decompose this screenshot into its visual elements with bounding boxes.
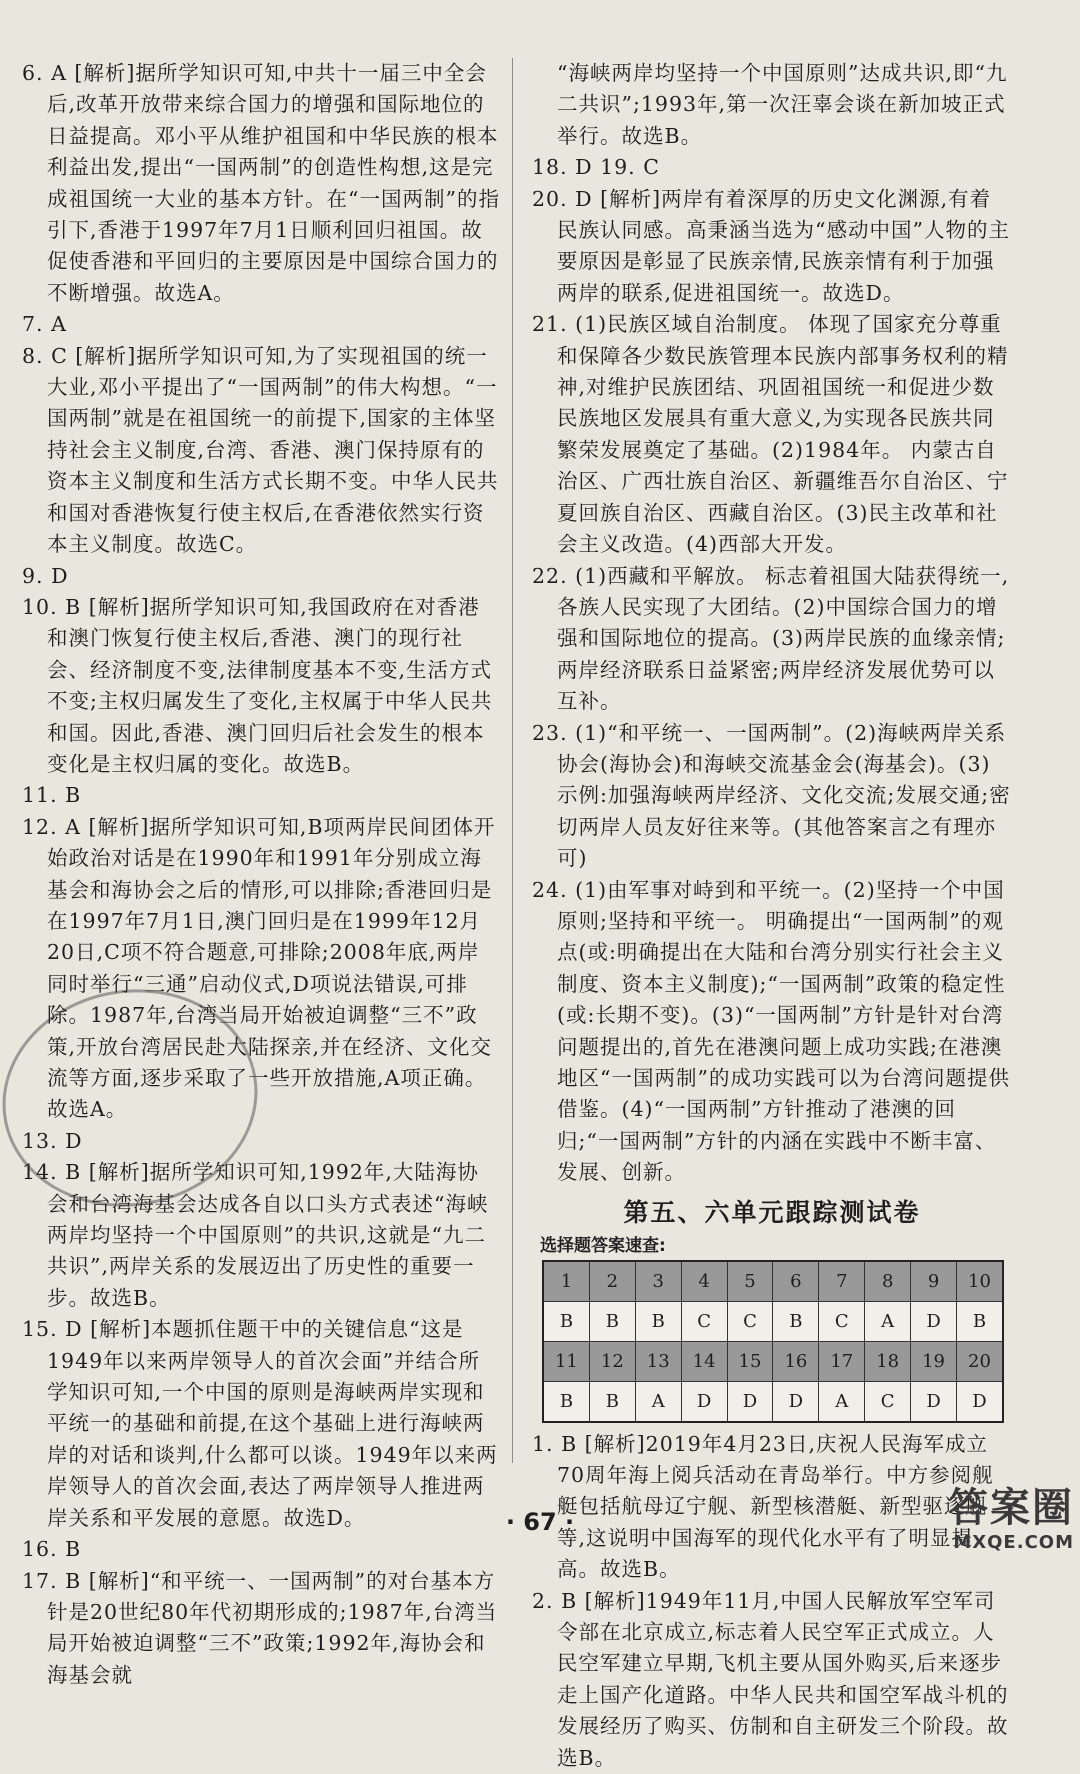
question-number-cell: 18 bbox=[865, 1341, 911, 1381]
answer-cell: D bbox=[681, 1381, 727, 1422]
answer-cell: B bbox=[543, 1301, 589, 1341]
answer-cell: B bbox=[635, 1301, 681, 1341]
answer-cell: D bbox=[773, 1381, 819, 1422]
answer-cell: C bbox=[681, 1301, 727, 1341]
answer-item: 13. D bbox=[22, 1128, 83, 1153]
answer-cell: C bbox=[727, 1301, 773, 1341]
question-number-cell: 5 bbox=[727, 1261, 773, 1302]
answer-item: 15. D [解析]本题抓住题干中的关键信息“这是1949年以来两岸领导人的首次会面”并结合所学知识可知,一个中国的原则是海峡两岸实现和平统一的基础和前提,在这个基础上进行海峡两岸的对话和谈判,什么都可以谈。1949年以来两岸领导人的首次会面,表达了两岸领导人推进两岸关系和平发展的意愿。故选D。 bbox=[22, 1317, 498, 1530]
answer-item: 1. B [解析]2019年4月23日,庆祝人民海军成立70周年海上阅兵活动在青岛举行。中方参阅舰艇包括航母辽宁舰、新型核潜艇、新型驱逐舰等,这说明中国海军的现代化水平有了明显提高。故选B。 bbox=[532, 1431, 994, 1582]
answer-table bbox=[542, 1260, 1004, 1423]
page-number: · 67 · bbox=[505, 1508, 575, 1536]
answer-item: 2. B [解析]1949年11月,中国人民解放军空军司令部在北京成立,标志着人民空军正式成立。人民空军建立早期,飞机主要从国外购买,后来逐步走上国产化道路。中华人民共和国空军战斗机的发展经历了购买、仿制和自主研发三个阶段。故选B。 bbox=[532, 1588, 1009, 1770]
answer-cell: C bbox=[819, 1301, 865, 1341]
question-number-cell: 15 bbox=[727, 1341, 773, 1381]
answer-item: 16. B bbox=[22, 1537, 82, 1562]
answer-item: 22. (1)西藏和平解放。 标志着祖国大陆获得统一,各族人民实现了大团结。(2)中国综合国力的增强和国际地位的提高。(3)两岸民族的血缘亲情;两岸经济联系日益紧密;两岸经济发展优势可以互补。 bbox=[532, 563, 1010, 714]
left-column bbox=[22, 58, 500, 1691]
answer-table-number-row bbox=[543, 1341, 1003, 1381]
answer-cell: B bbox=[589, 1381, 635, 1422]
question-number-cell: 1 bbox=[543, 1261, 589, 1302]
answer-table-answer-row bbox=[543, 1381, 1003, 1422]
question-number-cell: 14 bbox=[681, 1341, 727, 1381]
answer-item: 21. (1)民族区域自治制度。 体现了国家充分尊重和保障各少数民族管理本民族内部事务权利的精神,对维护民族团结、巩固祖国统一和促进少数民族地区发展具有重大意义,为实现各民族共同繁荣发展奠定了基础。(2)1984年。 内蒙古自治区、广西壮族自治区、新疆维吾尔自治区、宁夏回族自治区、西藏自治区。(3)民主改革和社会主义改造。(4)西部大开发。 bbox=[532, 312, 1009, 557]
question-number-cell: 2 bbox=[589, 1261, 635, 1302]
question-number-cell: 3 bbox=[635, 1261, 681, 1302]
answer-item: 10. B [解析]据所学知识可知,我国政府在对香港和澳门恢复行使主权后,香港、澳门的现行社会、经济制度不变,法律制度基本不变,生活方式不变;主权归属发生了变化,主权属于中华人民共和国。因此,香港、澳门回归后社会发生的根本变化是主权归属的变化。故选B。 bbox=[22, 594, 493, 776]
answer-cell: B bbox=[773, 1301, 819, 1341]
watermark-logo bbox=[924, 1484, 1074, 1556]
answer-item-continued: “海峡两岸均坚持一个中国原则”达成共识,即“九二共识”;1993年,第一次汪辜会谈在新加坡正式举行。故选B。 bbox=[557, 61, 1008, 148]
question-number-cell: 8 bbox=[865, 1261, 911, 1302]
section-title: 第五、六单元跟踪测试卷 bbox=[623, 1197, 921, 1227]
question-number-cell: 20 bbox=[957, 1341, 1003, 1381]
answer-item: 11. B bbox=[22, 783, 82, 808]
watermark-url: MXQE.COM bbox=[953, 1532, 1074, 1553]
answer-item: 18. D 19. C bbox=[532, 155, 660, 180]
column-divider bbox=[512, 58, 513, 1463]
quick-check-label: 选择题答案速查: bbox=[540, 1235, 666, 1256]
question-number-cell: 12 bbox=[589, 1341, 635, 1381]
answer-item: 12. A [解析]据所学知识可知,B项两岸民间团体开始政治对话是在1990年和1991年分别成立海基会和海协会之后的情形,可以排除;香港回归是在1997年7月1日,澳门回归是在1999年12月20日,C项不符合题意,可排除;2008年底,两岸同时举行“三通”启动仪式,D项说法错误,可排除。1987年,台湾当局开始被迫调整“三不”政策,开放台湾居民赴大陆探亲,并在经济、文化交流等方面,逐步采取了一些开放措施,A项正确。故选A。 bbox=[22, 814, 496, 1122]
question-number-cell: 17 bbox=[819, 1341, 865, 1381]
answer-item: 20. D [解析]两岸有着深厚的历史文化渊源,有着民族认同感。高秉涵当选为“感动中国”人物的主要原因是彰显了民族亲情,民族亲情有利于加强两岸的联系,促进祖国统一。故选D。 bbox=[532, 186, 1010, 305]
question-number-cell: 6 bbox=[773, 1261, 819, 1302]
answer-item: 14. B [解析]据所学知识可知,1992年,大陆海协会和台湾海基会达成各自以口头方式表述“海峡两岸均坚持一个中国原则”的共识,这就是“九二共识”,两岸关系的发展迈出了历史性的重要一步。故选B。 bbox=[22, 1160, 489, 1310]
answer-cell: B bbox=[589, 1301, 635, 1341]
answer-item: 8. C [解析]据所学知识可知,为了实现祖国的统一大业,邓小平提出了“一国两制”的伟大构想。“一国两制”就是在祖国统一的前提下,国家的主体坚持社会主义制度,台湾、香港、澳门保持原有的资本主义制度和生活方式长期不变。中华人民共和国对香港恢复行使主权后,在香港依然实行资本主义制度。故选C。 bbox=[22, 343, 499, 557]
answer-cell: A bbox=[819, 1381, 865, 1422]
answer-item: 9. D bbox=[22, 563, 69, 588]
question-number-cell: 13 bbox=[635, 1341, 681, 1381]
question-number-cell: 10 bbox=[957, 1261, 1003, 1302]
answer-cell: B bbox=[957, 1301, 1003, 1341]
question-number-cell: 19 bbox=[911, 1341, 957, 1381]
answer-cell: D bbox=[727, 1381, 773, 1422]
answer-item: 23. (1)“和平统一、一国两制”。(2)海峡两岸关系协会(海协会)和海峡交流基金会(海基会)。(3)示例:加强海峡两岸经济、文化交流;发展交通;密切两岸人员友好往来等。(其他答案言之有理亦可) bbox=[532, 720, 1011, 871]
question-number-cell: 4 bbox=[681, 1261, 727, 1302]
question-number-cell: 7 bbox=[819, 1261, 865, 1302]
answer-cell: D bbox=[911, 1301, 957, 1341]
answer-cell: A bbox=[865, 1301, 911, 1341]
answer-item: 7. A bbox=[22, 312, 67, 337]
answer-cell: B bbox=[543, 1381, 589, 1422]
question-number-cell: 9 bbox=[911, 1261, 957, 1302]
answer-table-number-row bbox=[543, 1261, 1003, 1302]
answer-cell: C bbox=[865, 1381, 911, 1422]
question-number-cell: 11 bbox=[543, 1341, 589, 1381]
watermark-logo-text: 答案圈 bbox=[948, 1485, 1074, 1531]
answer-item: 24. (1)由军事对峙到和平统一。(2)坚持一个中国原则;坚持和平统一。 明确提出“一国两制”的观点(或:明确提出在大陆和台湾分别实行社会主义制度、资本主义制度);“一国两制”政策的稳定性(或:长期不变)。(3)“一国两制”方针是针对台湾问题提出的,首先在港澳问题上成功实践;在港澳地区“一国两制”的成功实践可以为台湾问题提供借鉴。(4)“一国两制”方针推动了港澳的回归;“一国两制”方针的内涵在实践中不断丰富、发展、创新。 bbox=[532, 877, 1010, 1185]
answer-item: 6. A [解析]据所学知识可知,中共十一届三中全会后,改革开放带来综合国力的增强和国际地位的日益提高。邓小平从维护祖国和中华民族的根本利益出发,提出“一国两制”的创造性构想,这是完成祖国统一大业的基本方针。在“一国两制”的指引下,香港于1997年7月1日顺利回归祖国。故促使香港和平回归的主要原因是中国综合国力的不断增强。故选A。 bbox=[22, 61, 500, 305]
answer-cell: D bbox=[957, 1381, 1003, 1422]
answer-cell: A bbox=[635, 1381, 681, 1422]
answer-cell: D bbox=[911, 1381, 957, 1422]
answer-item: 17. B [解析]“和平统一、一国两制”的对台基本方针是20世纪80年代初期形成的;1987年,台湾当局开始被迫调整“三不”政策;1992年,海协会和海基会就 bbox=[22, 1568, 498, 1687]
answer-table-answer-row bbox=[543, 1301, 1003, 1341]
question-number-cell: 16 bbox=[773, 1341, 819, 1381]
